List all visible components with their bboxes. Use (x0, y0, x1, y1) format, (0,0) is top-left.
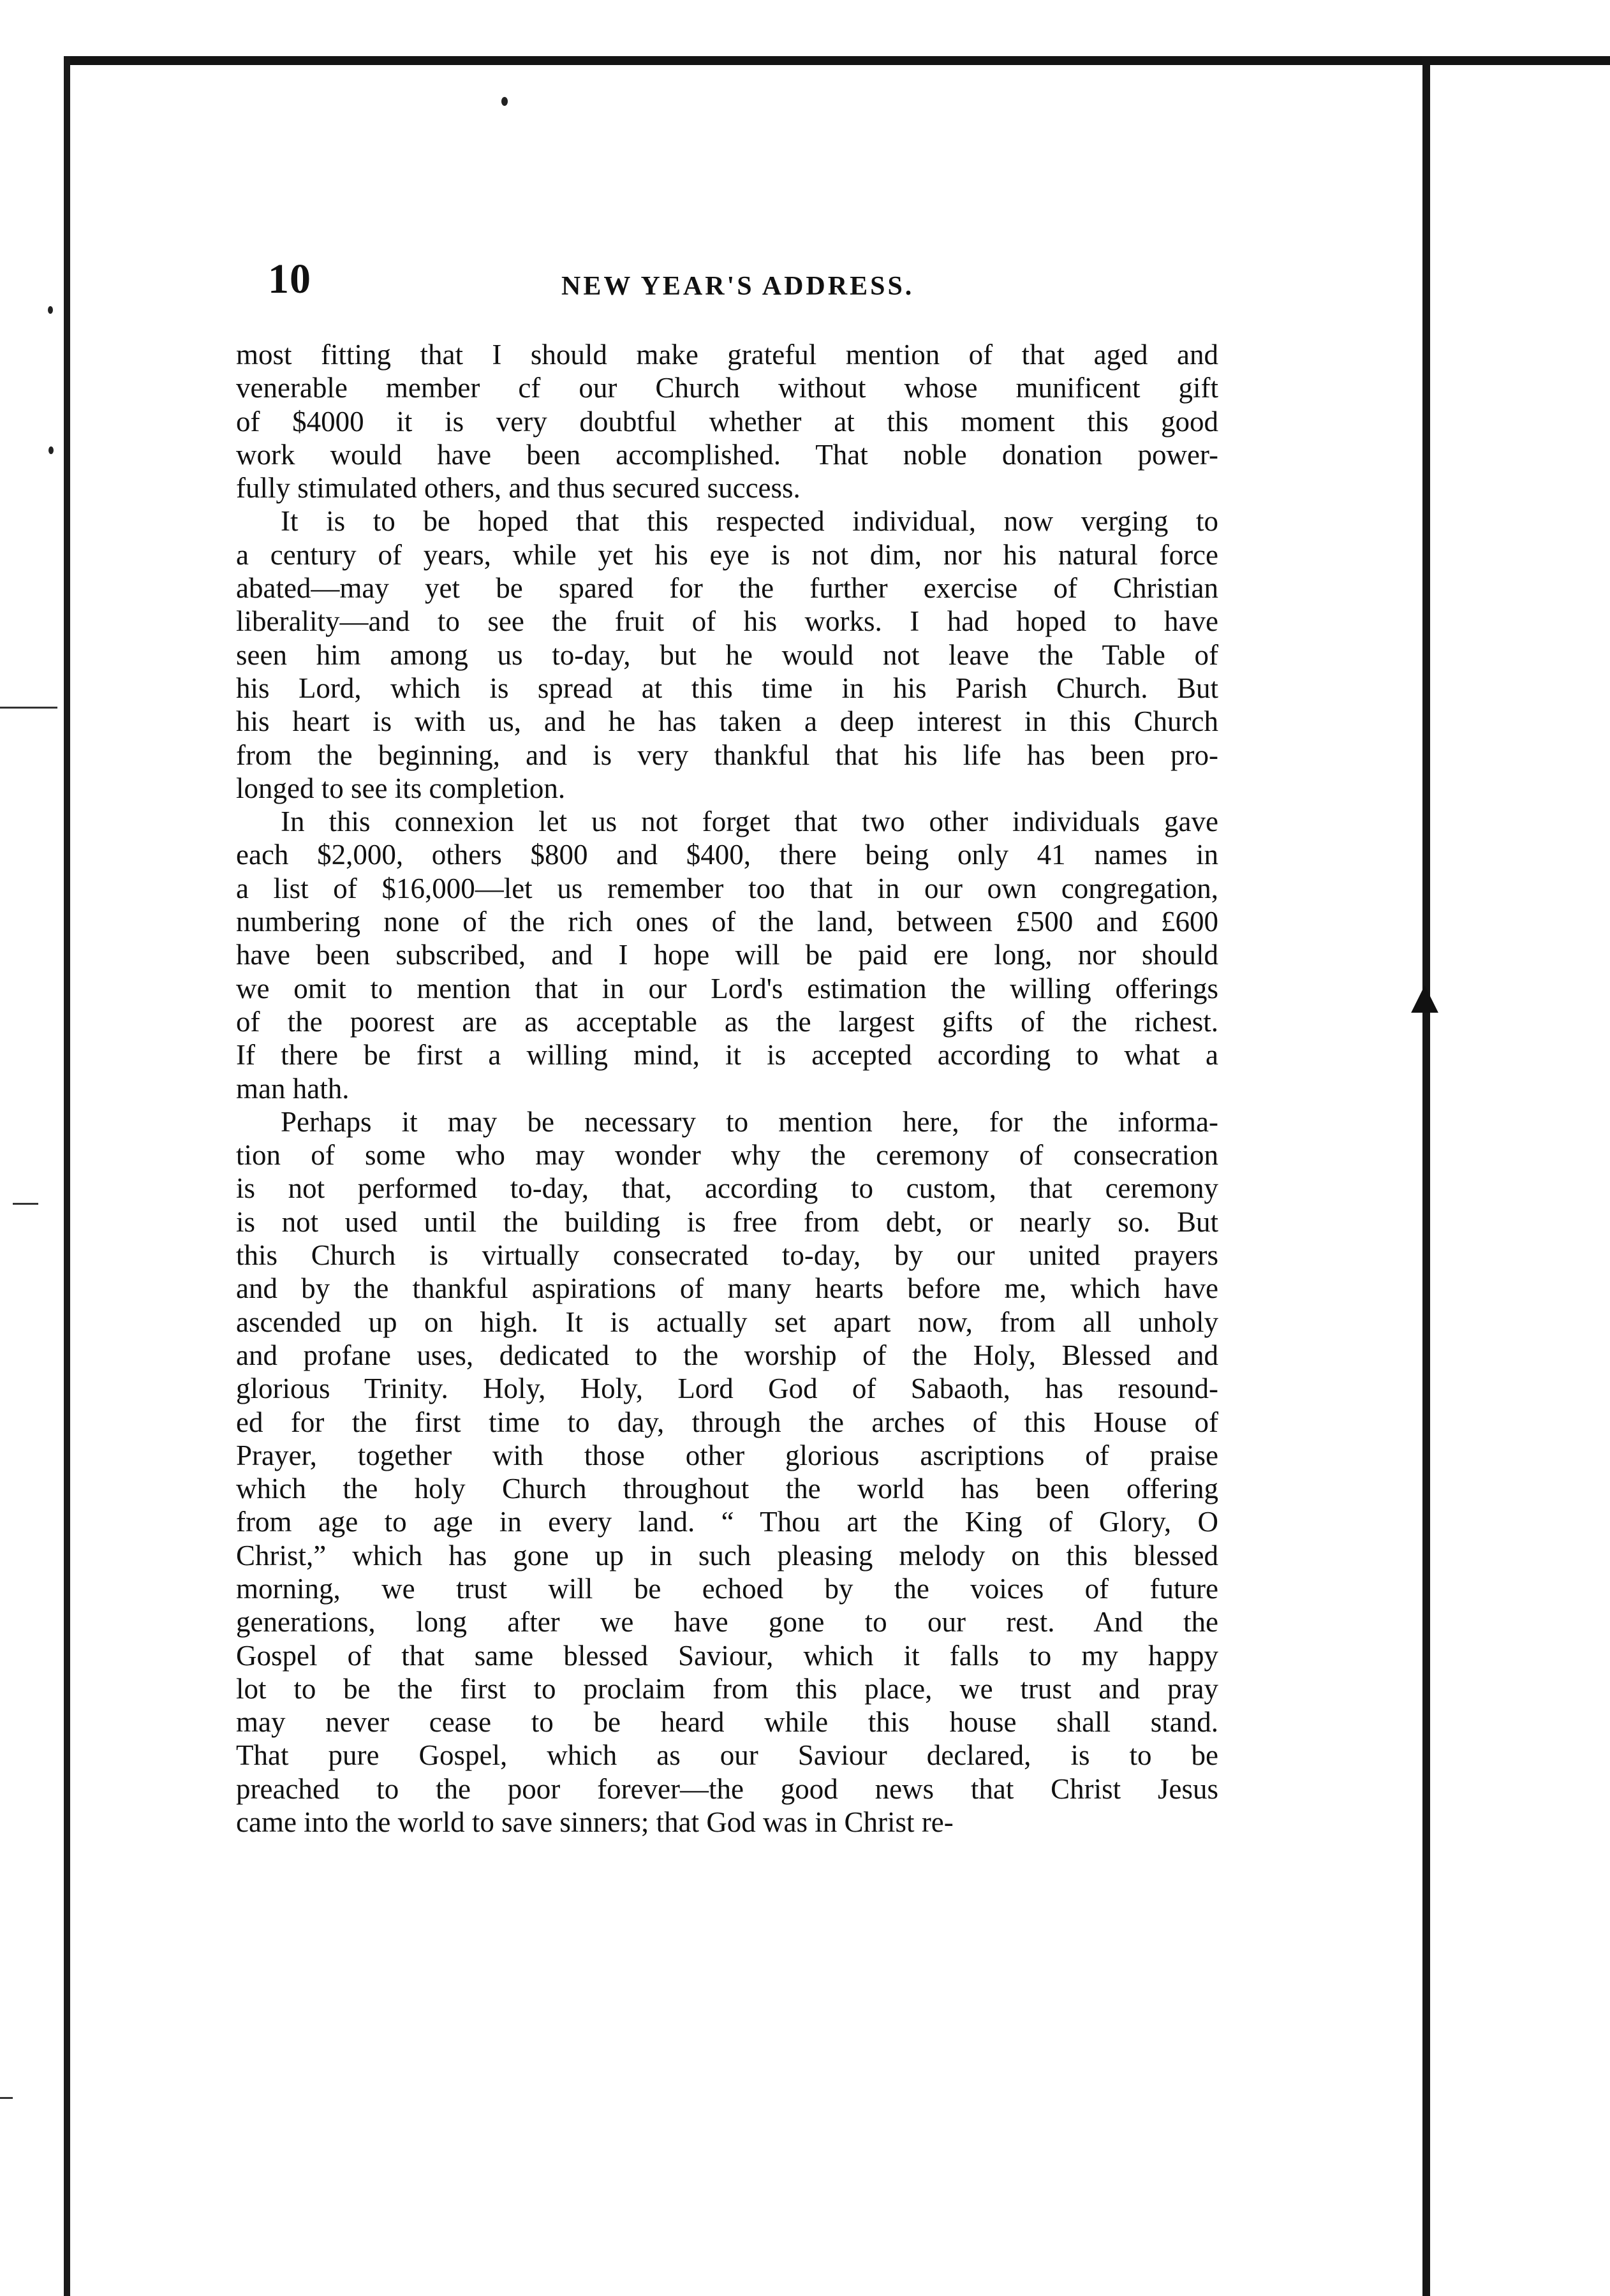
text-line: lot to be the first to proclaim from this place, we trust and pray (236, 1672, 1218, 1705)
text-line: may never cease to be heard while this house shall stand. (236, 1706, 1218, 1739)
scan-speck (501, 97, 508, 106)
text-line: of $4000 it is very doubtful whether at this moment this good (236, 405, 1218, 438)
scan-speck (48, 446, 54, 454)
text-line: a century of years, while yet his eye is not dim, nor his natural force (236, 538, 1218, 571)
text-line: from the beginning, and is very thankful that his life has been pro- (236, 739, 1218, 771)
text-line: have been subscribed, and I hope will be paid ere long, nor should (236, 939, 1218, 971)
text-line: Christ,” which has gone up in such pleasing melody on this blessed (236, 1539, 1218, 1571)
text-line: and by the thankful aspirations of many hearts before me, which have (236, 1272, 1218, 1305)
scan-mark-left (0, 2097, 13, 2099)
running-title: NEW YEAR'S ADDRESS. (561, 272, 915, 301)
text-line: a list of $16,000—let us remember too that in our own congregation, (236, 872, 1218, 904)
paragraph (236, 504, 1218, 805)
scan-mark-left (13, 1203, 38, 1205)
text-line: liberality—and to see the fruit of his works. I had hoped to have (236, 605, 1218, 638)
text-line: Perhaps it may be necessary to mention here, for the informa- (281, 1105, 1218, 1138)
text-line: abated—may yet be spared for the further exercise of Christian (236, 572, 1218, 605)
text-line: That pure Gospel, which as our Saviour declared, is to be (236, 1739, 1218, 1772)
text-line: tion of some who may wonder why the ceremony of consecration (236, 1139, 1218, 1172)
scan-speck (48, 306, 53, 314)
text-line: numbering none of the rich ones of the land, between £500 and £600 (236, 906, 1218, 938)
paragraph (236, 338, 1218, 504)
text-line: most fitting that I should make grateful mention of that aged and (236, 339, 1218, 371)
text-line: fully stimulated others, and thus secured success. (236, 472, 801, 504)
text-line: his heart is with us, and he has taken a deep interest in this Church (236, 705, 1218, 738)
text-line: morning, we trust will be echoed by the voices of future (236, 1572, 1218, 1605)
scan-mark-left (0, 707, 57, 709)
text-line: Prayer, together with those other glorious ascriptions of praise (236, 1439, 1218, 1471)
text-line: work would have been accomplished. That noble donation power- (236, 438, 1218, 471)
text-line: of the poorest are as acceptable as the largest gifts of the richest. (236, 1005, 1218, 1038)
text-line: glorious Trinity. Holy, Holy, Lord God of Sabaoth, has resound- (236, 1372, 1218, 1405)
text-line: It is to be hoped that this respected individual, now verging to (281, 505, 1218, 538)
text-line: we omit to mention that in our Lord's estimation the willing offerings (236, 972, 1218, 1004)
text-line: from age to age in every land. “ Thou art the King of Glory, O (236, 1506, 1218, 1538)
page-number: 10 (268, 256, 311, 302)
scan-border-top (67, 56, 1610, 65)
text-line: his Lord, which is spread at this time in his Parish Church. But (236, 672, 1218, 704)
text-line: If there be first a willing mind, it is accepted according to what a (236, 1039, 1218, 1071)
text-line: Gospel of that same blessed Saviour, which it falls to my happy (236, 1639, 1218, 1672)
text-line: this Church is virtually consecrated to-day, by our united prayers (236, 1239, 1218, 1272)
text-line: ed for the first time to day, through the arches of this House of (236, 1406, 1218, 1438)
paragraph (236, 1105, 1218, 1839)
text-line: which the holy Church throughout the world has been offering (236, 1473, 1218, 1505)
text-line: ascended up on high. It is actually set apart now, from all unholy (236, 1306, 1218, 1338)
text-line: each $2,000, others $800 and $400, there being only 41 names in (236, 839, 1218, 871)
margin-mark-icon: ▲ (1411, 976, 1439, 1017)
text-line: venerable member cf our Church without whose munificent gift (236, 372, 1218, 404)
text-line: longed to see its completion. (236, 772, 566, 804)
scan-border-left (64, 56, 70, 2296)
text-line: is not used until the building is free from debt, or nearly so. But (236, 1205, 1218, 1238)
text-line: In this connexion let us not forget that two other individuals gave (281, 806, 1218, 838)
text-line: came into the world to save sinners; that God was in Christ re- (236, 1806, 954, 1839)
text-line: seen him among us to-day, but he would not leave the Table of (236, 638, 1218, 671)
paragraph (236, 805, 1218, 1105)
text-line: preached to the poor forever—the good news that Christ Jesus (236, 1772, 1218, 1805)
text-line: man hath. (236, 1072, 350, 1105)
text-line: generations, long after we have gone to our rest. And the (236, 1606, 1218, 1638)
text-line: is not performed to-day, that, according to custom, that ceremony (236, 1172, 1218, 1205)
text-line: and profane uses, dedicated to the worship of the Holy, Blessed and (236, 1339, 1218, 1371)
body-text (236, 338, 1218, 1839)
scan-border-right (1422, 56, 1430, 2296)
